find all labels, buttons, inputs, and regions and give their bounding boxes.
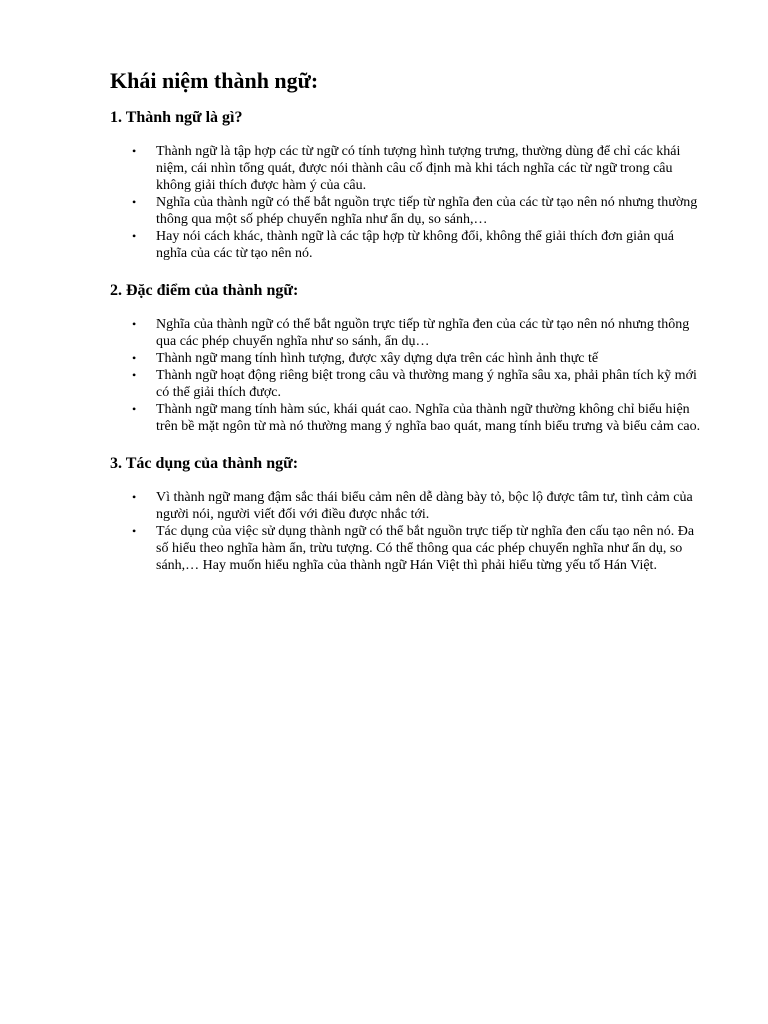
list-item — [110, 316, 702, 350]
list-item — [110, 143, 702, 194]
list-item-text: Nghĩa của thành ngữ có thể bắt nguồn trực tiếp từ nghĩa đen của các từ tạo nên nó nhưng thường thông qua một số phép chuyển nghĩa như ẩn dụ, so sánh,… — [156, 195, 698, 227]
bullet-icon: • — [132, 195, 137, 209]
list-item — [110, 523, 702, 574]
section-characteristics — [110, 280, 702, 435]
bullet-icon: • — [132, 229, 137, 243]
section-heading: 3. Tác dụng của thành ngữ: — [110, 455, 299, 472]
bullet-icon: • — [132, 402, 137, 416]
bullet-icon: • — [132, 351, 137, 365]
list-item-text: Thành ngữ là tập hợp các từ ngữ có tính tượng hình tượng trưng, thường dùng để chỉ các khái niệm, cái nhìn tổng quát, được nói thành câu cố định mà khi tách nghĩa các từ ngữ trong câu không giải thích được hàm ý của câu. — [156, 144, 681, 193]
list-item-text: Vì thành ngữ mang đậm sắc thái biểu cảm nên dễ dàng bày tỏ, bộc lộ được tâm tư, tình cảm của người nói, người viết đối với điều được nhắc tới. — [156, 490, 693, 522]
document-body — [110, 66, 702, 592]
section-effects — [110, 453, 702, 574]
document-title: Khái niệm thành ngữ: — [110, 68, 319, 93]
bullet-list — [110, 316, 702, 435]
list-item — [110, 489, 702, 523]
list-item-text: Tác dụng của việc sử dụng thành ngữ có thể bắt nguồn trực tiếp từ nghĩa đen cấu tạo nên nó. Đa số hiểu theo nghĩa hàm ẩn, trừu tượng. Có thể thông qua các phép chuyển nghĩa như ẩn dụ, so sánh,… Hay muốn hiểu nghĩa của thành ngữ Hán Việt thì phải hiểu từng yếu tố Hán Việt. — [156, 524, 695, 573]
bullet-icon: • — [132, 368, 137, 382]
bullet-icon: • — [132, 524, 137, 538]
bullet-icon: • — [132, 317, 137, 331]
list-item — [110, 194, 702, 228]
list-item-text: Thành ngữ mang tính hình tượng, được xây dựng dựa trên các hình ảnh thực tế — [156, 351, 599, 366]
list-item — [110, 350, 702, 367]
bullet-list — [110, 489, 702, 574]
bullet-icon: • — [132, 490, 137, 504]
list-item-text: Nghĩa của thành ngữ có thể bắt nguồn trực tiếp từ nghĩa đen của các từ tạo nên nó nhưng thông qua các phép chuyển nghĩa như so sánh, ẩn dụ… — [156, 317, 690, 349]
list-item-text: Thành ngữ hoạt động riêng biệt trong câu và thường mang ý nghĩa sâu xa, phải phân tích kỹ mới có thể giải thích được. — [156, 368, 697, 400]
bullet-list — [110, 143, 702, 262]
list-item — [110, 401, 702, 435]
list-item — [110, 228, 702, 262]
list-item-text: Hay nói cách khác, thành ngữ là các tập hợp từ không đổi, không thể giải thích đơn giản quá nghĩa của các từ tạo nên nó. — [156, 229, 674, 261]
section-heading: 1. Thành ngữ là gì? — [110, 109, 243, 126]
bullet-icon: • — [132, 144, 137, 158]
section-heading: 2. Đặc điểm của thành ngữ: — [110, 282, 299, 299]
list-item — [110, 367, 702, 401]
list-item-text: Thành ngữ mang tính hàm súc, khái quát cao. Nghĩa của thành ngữ thường không chỉ biểu hiện trên bề mặt ngôn từ mà nó thường mang ý nghĩa bao quát, mang tính biểu trưng và biểu cảm cao. — [156, 402, 701, 434]
section-definition — [110, 107, 702, 262]
